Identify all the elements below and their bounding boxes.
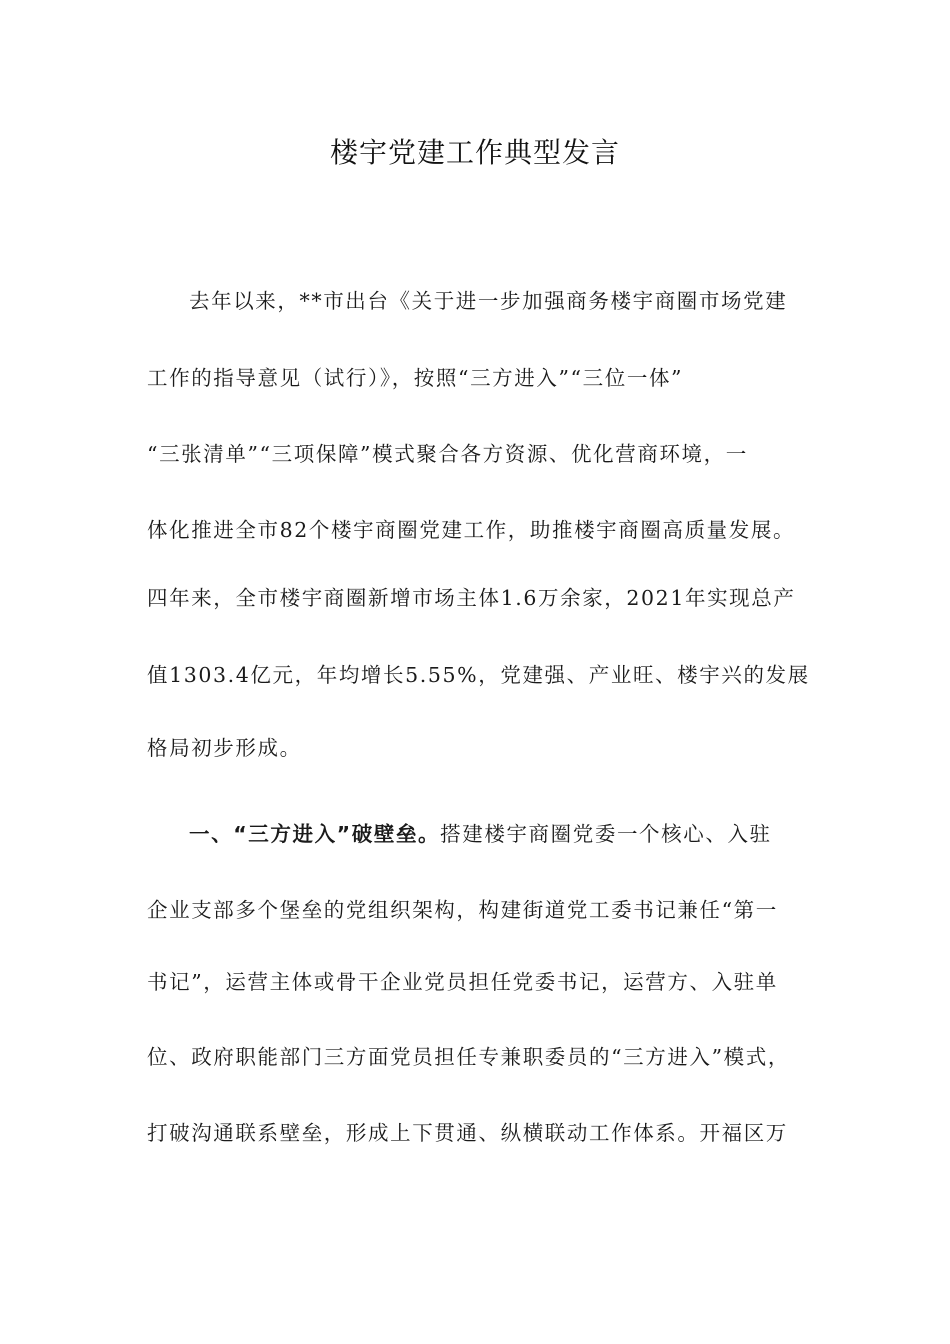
paragraph-2-line-1	[189, 814, 772, 854]
paragraph-1-line-3: “三张清单”“三项保障”模式聚合各方资源、优化营商环境，一	[147, 442, 748, 466]
paragraph-2-line-1-text: 搭建楼宇商圈党委一个核心、入驻	[440, 822, 772, 846]
paragraph-1-line-1: 去年以来，**市出台《关于进一步加强商务楼宇商圈市场党建	[189, 289, 788, 313]
paragraph-2-line-3: 书记”，运营主体或骨干企业党员担任党委书记，运营方、入驻单	[147, 970, 778, 994]
paragraph-2-line-5: 打破沟通联系壁垒，形成上下贯通、纵横联动工作体系。开福区万	[147, 1121, 788, 1145]
paragraph-1-line-5: 四年来，全市楼宇商圈新增市场主体1.6万余家，2021年实现总产	[147, 586, 796, 610]
paragraph-1-line-6: 值1303.4亿元，年均增长5.55%，党建强、产业旺、楼宇兴的发展	[147, 663, 810, 687]
paragraph-1-line-7: 格局初步形成。	[147, 736, 302, 760]
paragraph-1-line-2: 工作的指导意见（试行）》，按照“三方进入”“三位一体”	[147, 366, 684, 390]
paragraph-2-line-2: 企业支部多个堡垒的党组织架构，构建街道党工委书记兼任“第一	[147, 898, 778, 922]
paragraph-1-line-4: 体化推进全市82个楼宇商圈党建工作，助推楼宇商圈高质量发展。	[147, 518, 796, 542]
paragraph-2-line-4: 位、政府职能部门三方面党员担任专兼职委员的“三方进入”模式，	[147, 1045, 790, 1069]
document-title: 楼宇党建工作典型发言	[329, 136, 620, 169]
section-heading: 一、“三方进入”破壁垒。	[189, 822, 441, 846]
